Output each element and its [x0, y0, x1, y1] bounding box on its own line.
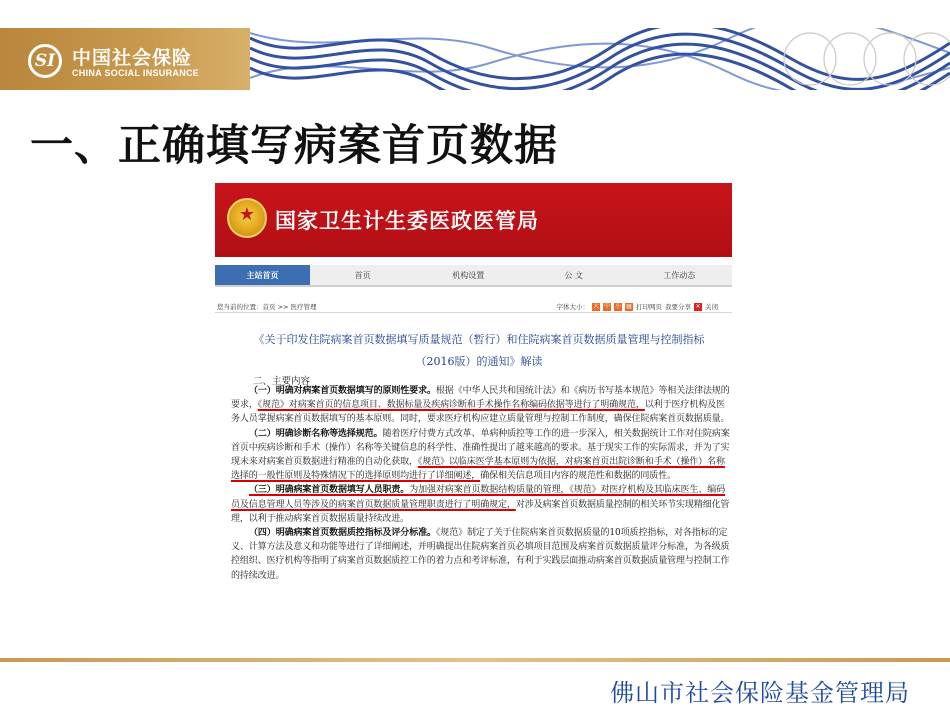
- paragraph-1: [231, 384, 731, 427]
- section-heading: 二、主要内容: [253, 376, 311, 387]
- web-banner: [215, 183, 732, 257]
- nav-item-organization[interactable]: 机构设置: [452, 271, 485, 280]
- embedded-webpage: [215, 183, 732, 638]
- web-nav-bar: [215, 265, 732, 287]
- web-banner-title: 国家卫生计生委医政医管局: [275, 209, 539, 233]
- font-large-button[interactable]: 大: [592, 302, 599, 310]
- paragraph-3: [231, 483, 731, 526]
- nav-item-home[interactable]: 首页: [354, 271, 371, 280]
- print-link[interactable]: 打印网页: [636, 303, 662, 311]
- paragraph-2-underlined: 《规范》以临床医学基本原则为依据，对病案首页出院诊断和手术（操作）名称选择的一般性原则及特殊情况下的选择原则均进行了详细阐述，: [231, 457, 725, 482]
- share-link[interactable]: 我要分享: [665, 303, 691, 311]
- paragraph-1-heading: （一）明确对病案首页数据填写的原则性要求。: [249, 386, 436, 396]
- paragraph-1-text-b: 以利于医疗机构及医务人员掌握病案首页数据填写的基本原则。同时，要求医疗机构应建立质量管理与控制工作制度，确保住院病案首页数据质量。: [231, 400, 730, 425]
- font-small-button[interactable]: 小: [614, 302, 621, 310]
- paragraph-2: [231, 427, 731, 484]
- paragraph-3-text-b: 对涉及病案首页数据质量控制的相关环节实现精细化管理，以利于推动病案首页数据质量持续改进。: [231, 499, 730, 524]
- font-medium-button[interactable]: 中: [603, 302, 610, 310]
- nav-item-documents[interactable]: 公 文: [564, 271, 584, 280]
- paragraph-4-heading: （四）明确病案首页数据质控指标及评分标准。: [249, 528, 436, 539]
- logo-english-name: CHINA SOCIAL INSURANCE: [72, 68, 200, 78]
- paragraph-4-text-a: 《规范》制定了关于住院病案首页数据质量的10项质控指标，对各指标的定义、计算方法及意义和功能等进行了详细阐述，并明确提出住院病案首页必填项目范围及病案首页数据质量评分标准，为各级质控组织、医疗机构等指明了病案首页数据质控工作的着力点和考评标准，有利于实践层面推动病案首页数据质量管理与控制工作的持续改进。: [231, 528, 730, 581]
- article-title-line-2: （2016版）的通知》解读: [415, 355, 543, 368]
- article-body: [231, 384, 731, 583]
- paragraph-4: [231, 526, 731, 583]
- nav-item-main-home[interactable]: 主站首页: [215, 265, 310, 285]
- breadcrumb: 您当前的位置：首页 >> 医疗管理: [217, 303, 317, 311]
- paragraph-3-heading: （三）明确病案首页数据填写人员职责。: [249, 485, 410, 496]
- social-insurance-logo-icon: SI: [28, 44, 62, 78]
- paragraph-3-text-a: 为加强对病案首页数据结构质量的管理，: [409, 485, 570, 496]
- header-wave-decoration: [250, 28, 950, 90]
- paragraph-1-text-a: 根据《中华人民共和国统计法》和《病历书写基本规范》等相关法律法规的要求，: [231, 386, 730, 411]
- article-title: [229, 329, 729, 373]
- font-size-label: 字体大小：: [556, 303, 589, 311]
- paragraph-2-text-b: 确保相关信息项目内容的规范性和数据的同质性。: [480, 471, 677, 482]
- close-link[interactable]: 关闭: [705, 303, 718, 311]
- paragraph-2-heading: （二）明确诊断名称等选择规范。: [249, 428, 383, 439]
- article-title-line-1: 《关于印发住院病案首页数据填写质量规范（暂行）和住院病案首页数据质量管理与控制指标: [253, 333, 705, 346]
- breadcrumb-divider: [215, 312, 732, 313]
- nav-item-work-news[interactable]: 工作动态: [663, 271, 696, 280]
- logo-chinese-name: 中国社会保险: [72, 47, 193, 69]
- slide-header: [0, 0, 950, 90]
- print-icon: ▤: [626, 302, 632, 310]
- national-emblem-icon: [227, 198, 267, 238]
- paragraph-2-text-a: 随着医疗付费方式改革、单病种质控等工作的进一步深入，相关数据统计工作对住院病案首页中疾病诊断和手术（操作）名称等关键信息的科学性、准确性提出了越来越高的要求。基于现实工作的实际需求，并为了实现未来对病案首页数据进行精准的自动化获取，: [231, 428, 730, 468]
- paragraph-1-underlined: 《规范》对病案首页的信息项目、数据标量及疾病诊断和手术操作名称编码依据等进行了明确规范，: [257, 400, 645, 411]
- footer-divider: [0, 658, 950, 662]
- close-icon: ✕: [695, 302, 701, 310]
- footer-organization: 佛山市社会保险基金管理局: [610, 679, 910, 707]
- slide-title: 一、正确填写病案首页数据: [30, 121, 558, 171]
- page-tools: [557, 302, 719, 311]
- paragraph-3-underlined: 《规范》对医疗机构及其临床医生、编码员及信息管理人员等涉及的病案首页数据质量管理职责进行了明确规定，: [231, 485, 726, 510]
